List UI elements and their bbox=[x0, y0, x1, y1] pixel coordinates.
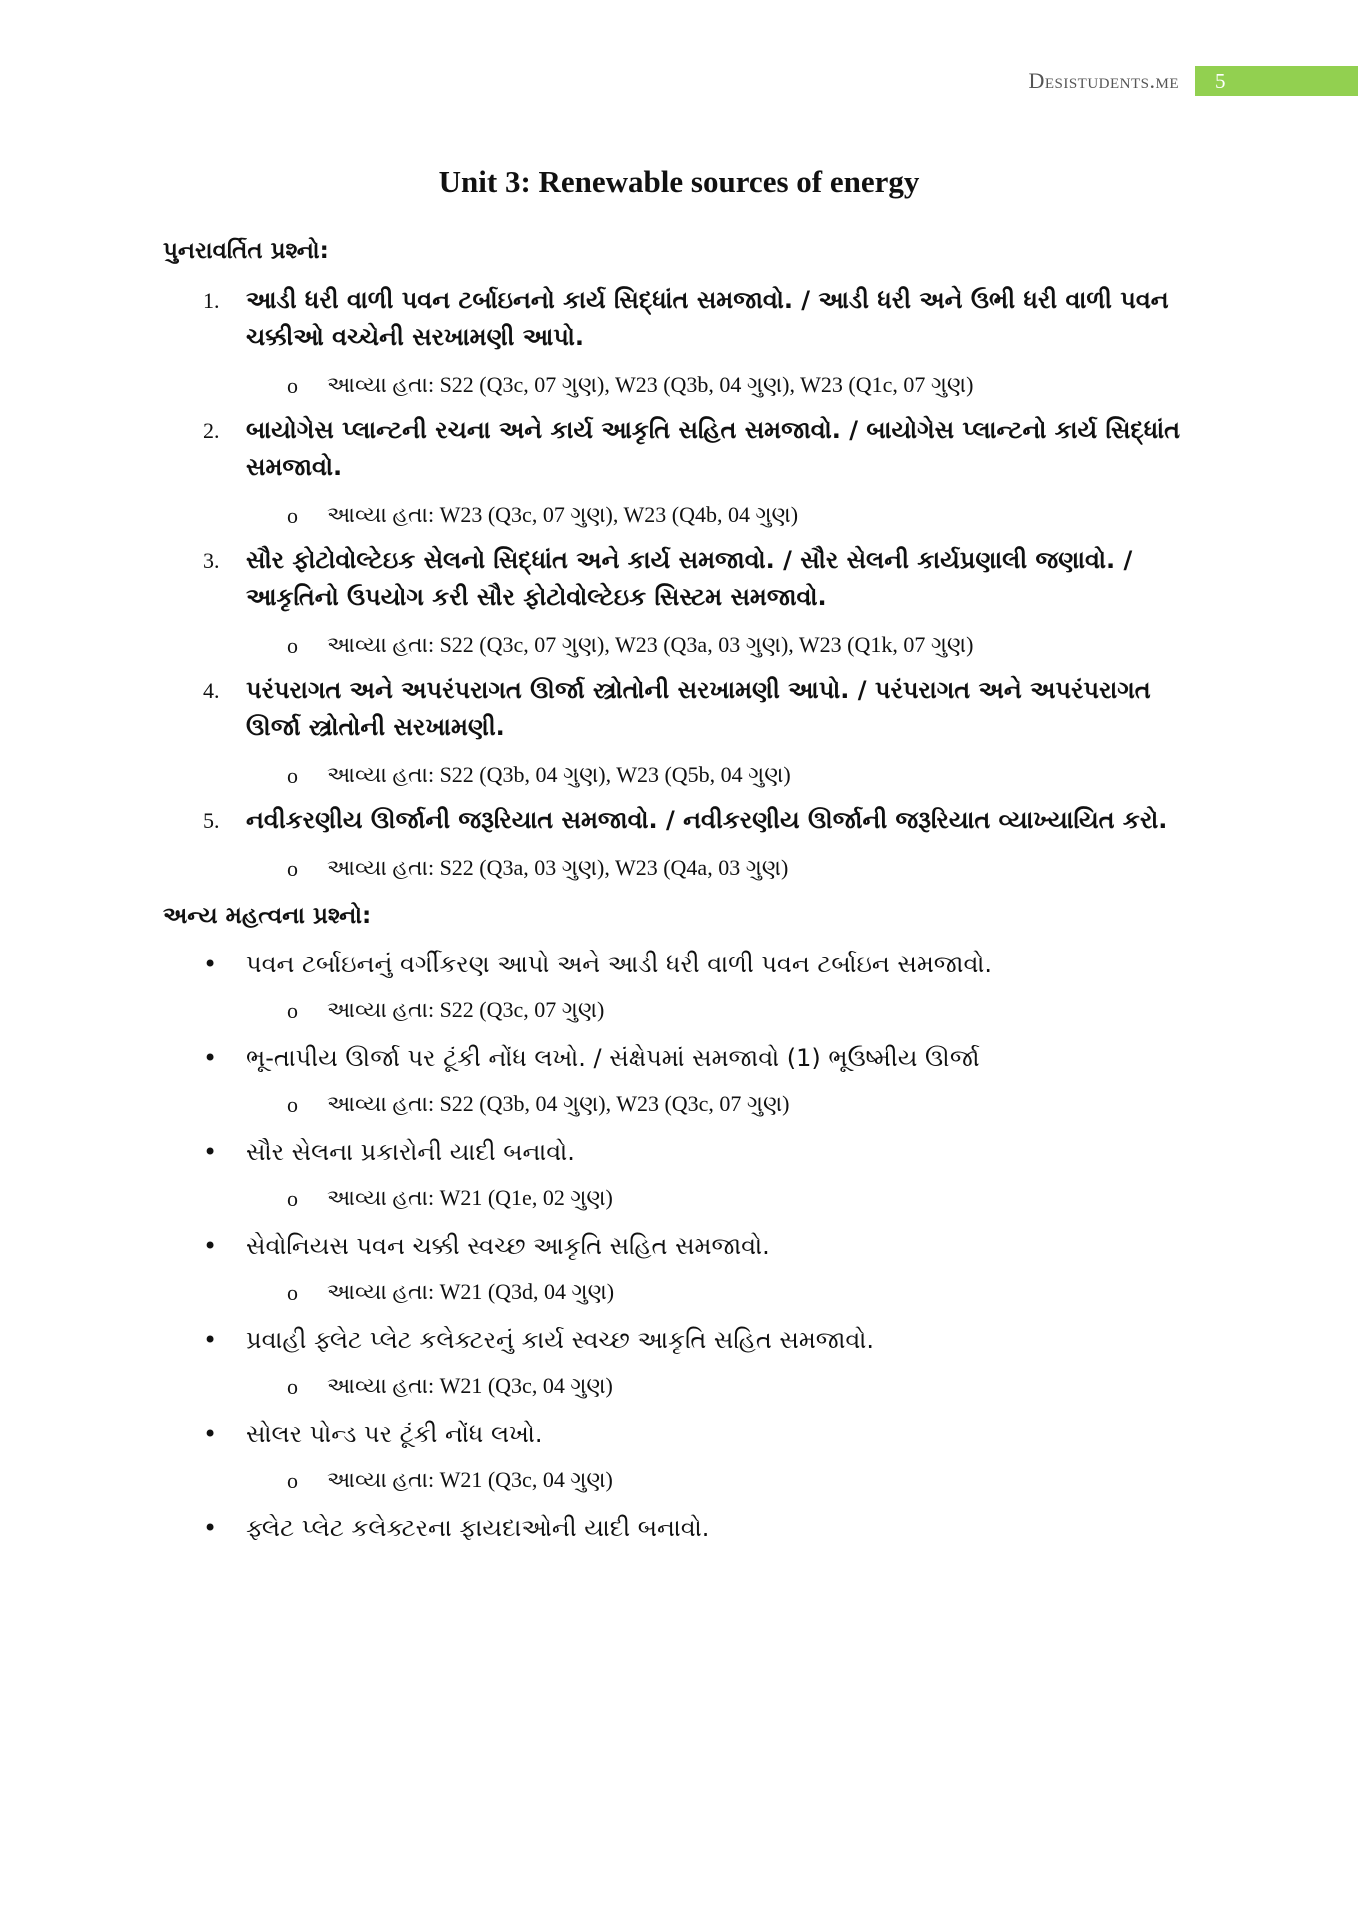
repeated-question-4 bbox=[163, 672, 1193, 746]
circle-bullet-icon: o bbox=[287, 1092, 298, 1117]
other-question-5 bbox=[163, 1323, 1193, 1357]
repeated-question-2 bbox=[163, 412, 1193, 486]
repeated-question-1 bbox=[163, 282, 1193, 356]
bullet-icon: • bbox=[203, 1326, 218, 1354]
other-question-7 bbox=[163, 1511, 1193, 1545]
bullet-icon: • bbox=[203, 950, 218, 978]
asked-text: આવ્યા હતા: S22 (Q3a, 03 ગુણ), W23 (Q4a, 03 ગુણ) bbox=[327, 855, 789, 880]
question-number: 2. bbox=[203, 418, 220, 443]
circle-bullet-icon: o bbox=[287, 763, 298, 788]
question-text: સૌર ફોટોવોલ્ટેઇક સેલનો સિદ્ધાંત અને કાર્ય સમજાવો. / સૌર સેલની કાર્યપ્રણાલી જણાવો. / આકૃતિનો ઉપયોગ કરી સૌર ફોટોવોલ્ટેઇક સિસ્ટમ સમજાવો. bbox=[246, 546, 1133, 611]
question-text: પરંપરાગત અને અપરંપરાગત ઊર્જા સ્ત્રોતોની સરખામણી આપો. / પરંપરાગત અને અપરંપરાગત ઊર્જા સ્ત્રોતોની સરખામણી. bbox=[246, 676, 1151, 741]
repeated-questions-heading: પુનરાવર્તિત પ્રશ્નો: bbox=[163, 238, 329, 264]
asked-text: આવ્યા હતા: S22 (Q3c, 07 ગુણ), W23 (Q3b, 04 ગુણ), W23 (Q1c, 07 ગુણ) bbox=[327, 372, 974, 397]
asked-info bbox=[163, 1089, 1193, 1119]
asked-info bbox=[163, 995, 1193, 1025]
asked-info bbox=[163, 760, 1193, 790]
circle-bullet-icon: o bbox=[287, 633, 298, 658]
bullet-icon: • bbox=[203, 1420, 218, 1448]
asked-text: આવ્યા હતા: W21 (Q3c, 04 ગુણ) bbox=[327, 1467, 613, 1492]
question-text: નવીકરણીય ઊર્જાની જરૂરિયાત સમજાવો. / નવીકરણીય ઊર્જાની જરૂરિયાત વ્યાખ્યાયિત કરો. bbox=[246, 806, 1168, 834]
circle-bullet-icon: o bbox=[287, 998, 298, 1023]
circle-bullet-icon: o bbox=[287, 1468, 298, 1493]
asked-info bbox=[163, 370, 1193, 400]
question-text: આડી ધરી વાળી પવન ટર્બાઇનનો કાર્ય સિદ્ધાંત સમજાવો. / આડી ધરી અને ઉભી ધરી વાળી પવન ચક્કીઓ વચ્ચેની સરખામણી આપો. bbox=[246, 286, 1169, 351]
page-number-badge: 5 bbox=[1195, 66, 1358, 96]
asked-text: આવ્યા હતા: W21 (Q1e, 02 ગુણ) bbox=[327, 1185, 613, 1210]
circle-bullet-icon: o bbox=[287, 856, 298, 881]
asked-text: આવ્યા હતા: W21 (Q3c, 04 ગુણ) bbox=[327, 1373, 613, 1398]
question-text: ભૂ-તાપીય ઊર્જા પર ટૂંકી નોંધ લખો. / સંક્ષેપમાં સમજાવો (1) ભૂઉષ્મીય ઊર્જા bbox=[246, 1044, 980, 1072]
asked-text: આવ્યા હતા: S22 (Q3b, 04 ગુણ), W23 (Q3c, 07 ગુણ) bbox=[327, 1091, 790, 1116]
asked-info bbox=[163, 630, 1193, 660]
question-text: પ્રવાહી ફ્લેટ પ્લેટ કલેક્ટરનું કાર્ય સ્વચ્છ આકૃતિ સહિત સમજાવો. bbox=[246, 1326, 875, 1354]
question-text: પવન ટર્બાઇનનું વર્ગીકરણ આપો અને આડી ધરી વાળી પવન ટર્બાઇન સમજાવો. bbox=[246, 950, 993, 978]
circle-bullet-icon: o bbox=[287, 503, 298, 528]
asked-info bbox=[163, 1465, 1193, 1495]
site-name: Desistudents.me bbox=[1028, 68, 1179, 93]
asked-text: આવ્યા હતા: S22 (Q3c, 07 ગુણ), W23 (Q3a, 03 ગુણ), W23 (Q1k, 07 ગુણ) bbox=[327, 632, 974, 657]
asked-text: આવ્યા હતા: S22 (Q3c, 07 ગુણ) bbox=[327, 997, 605, 1022]
page-title: Unit 3: Renewable sources of energy bbox=[438, 164, 920, 199]
asked-info bbox=[163, 853, 1193, 883]
other-question-3 bbox=[163, 1135, 1193, 1169]
page-header bbox=[1028, 66, 1358, 96]
question-number: 3. bbox=[203, 548, 220, 573]
question-text: બાયોગેસ પ્લાન્ટની રચના અને કાર્ય આકૃતિ સહિત સમજાવો. / બાયોગેસ પ્લાન્ટનો કાર્ય સિદ્ધાંત સમજાવો. bbox=[246, 416, 1181, 481]
question-text: સૌર સેલના પ્રકારોની યાદી બનાવો. bbox=[246, 1138, 575, 1166]
asked-info bbox=[163, 1183, 1193, 1213]
repeated-question-3 bbox=[163, 542, 1193, 616]
circle-bullet-icon: o bbox=[287, 1280, 298, 1305]
repeated-question-5 bbox=[163, 802, 1193, 839]
question-text: સોલર પોન્ડ પર ટૂંકી નોંધ લખો. bbox=[246, 1420, 543, 1448]
question-number: 1. bbox=[203, 288, 220, 313]
other-question-4 bbox=[163, 1229, 1193, 1263]
other-question-6 bbox=[163, 1417, 1193, 1451]
other-question-1 bbox=[163, 947, 1193, 981]
asked-text: આવ્યા હતા: W21 (Q3d, 04 ગુણ) bbox=[327, 1279, 615, 1304]
bullet-icon: • bbox=[203, 1514, 218, 1542]
other-questions-heading: અન્ય મહત્વના પ્રશ્નો: bbox=[163, 903, 372, 929]
question-number: 5. bbox=[203, 808, 220, 833]
asked-info bbox=[163, 500, 1193, 530]
question-number: 4. bbox=[203, 678, 220, 703]
document-body bbox=[163, 238, 1193, 1545]
circle-bullet-icon: o bbox=[287, 1186, 298, 1211]
circle-bullet-icon: o bbox=[287, 373, 298, 398]
bullet-icon: • bbox=[203, 1232, 218, 1260]
asked-info bbox=[163, 1371, 1193, 1401]
asked-text: આવ્યા હતા: W23 (Q3c, 07 ગુણ), W23 (Q4b, 04 ગુણ) bbox=[327, 502, 799, 527]
other-question-2 bbox=[163, 1041, 1193, 1075]
asked-text: આવ્યા હતા: S22 (Q3b, 04 ગુણ), W23 (Q5b, 04 ગુણ) bbox=[327, 762, 791, 787]
question-text: સેવોનિયસ પવન ચક્કી સ્વચ્છ આકૃતિ સહિત સમજાવો. bbox=[246, 1232, 770, 1260]
bullet-icon: • bbox=[203, 1138, 218, 1166]
question-text: ફ્લેટ પ્લેટ કલેક્ટરના ફાયદાઓની યાદી બનાવો. bbox=[246, 1514, 710, 1542]
bullet-icon: • bbox=[203, 1044, 218, 1072]
circle-bullet-icon: o bbox=[287, 1374, 298, 1399]
asked-info bbox=[163, 1277, 1193, 1307]
